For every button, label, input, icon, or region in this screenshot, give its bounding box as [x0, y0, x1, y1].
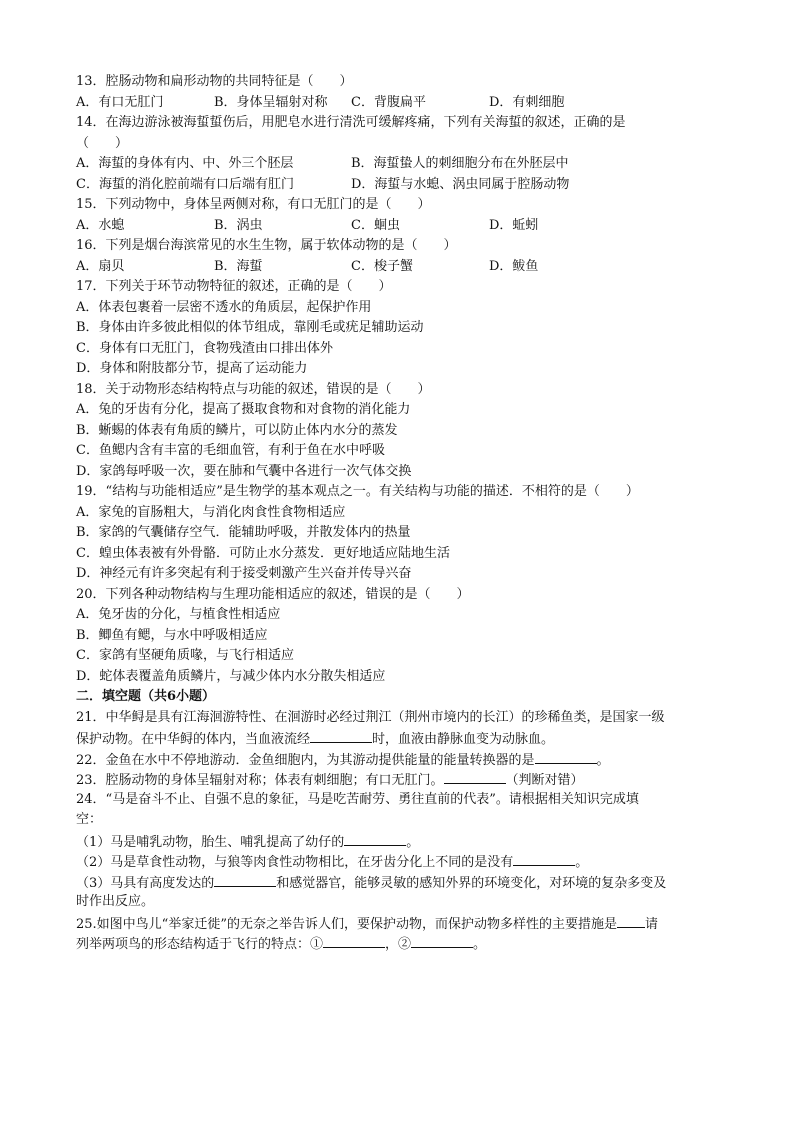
question-14-stem-cont: （ ） — [76, 135, 129, 151]
question-21-text-b: 时，血液由静脉血变为动脉血。 — [372, 732, 555, 747]
option-d: D．神经元有许多突起有利于接受刺激产生兴奋并传导兴奋 — [76, 566, 412, 581]
option-c: C．背腹扁平 — [351, 94, 426, 110]
question-25-text: 25.如图中鸟儿“举家迁徙”的无奈之举告诉人们，要保护动物，而保护动物多样性的主要措施是 — [76, 916, 617, 932]
option-d: D．身体和附肢都分节，提高了运动能力 — [76, 361, 308, 376]
sub-3-text-cont: 和感觉器官，能够灵敏的感知外界的环境变化，对环境的复杂多变及 — [276, 875, 667, 891]
option-b: B．鲫鱼有鳃，与水中呼吸相适应 — [76, 627, 268, 643]
question-24-stem-cont: 空： — [76, 812, 103, 827]
answer-blank[interactable] — [513, 851, 575, 866]
option-b: B．海蜇蛰人的刺细胞分布在外胚层中 — [351, 156, 569, 171]
option-a: A．兔牙齿的分化，与植食性相适应 — [76, 607, 281, 622]
option-a: A．水螅 — [76, 217, 125, 233]
question-25-stem-cont — [76, 933, 726, 954]
question-24-sub-3-cont: 时作出反应。 — [76, 894, 155, 909]
option-d: D．有刺细胞 — [489, 94, 565, 110]
option-b: B．蜥蜴的体表有角质的鳞片，可以防止体内水分的蒸发 — [76, 422, 398, 438]
sub-3-text: （3）马具有高度发达的 — [76, 875, 215, 891]
question-25-stem — [76, 913, 726, 934]
sub-1-end: 。 — [406, 834, 420, 850]
option-d: D．蚯蚓 — [489, 217, 539, 233]
question-list — [76, 72, 726, 954]
question-18-stem: 18．关于动物形态结构特点与功能的叙述，错误的是（ ） — [76, 381, 431, 397]
question-23-text: 23．腔肠动物的身体呈辐射对称；体表有刺细胞；有口无肛门。 — [76, 773, 444, 788]
answer-blank[interactable] — [214, 872, 276, 887]
option-c: C．鱼鳃内含有丰富的毛细血管，有利于鱼在水中呼吸 — [76, 443, 385, 458]
question-24-sub-2 — [76, 851, 726, 872]
sub-2-end: 。 — [575, 855, 589, 870]
option-a: A．海蜇的身体有内、中、外三个胚层 — [76, 156, 294, 171]
sub-1-text: （1）马是哺乳动物，胎生、哺乳提高了幼仔的 — [76, 834, 345, 850]
question-24-stem: 24．“马是奋斗不止、自强不息的象征，马是吃苦耐劳、勇往直前的代表”。请根据相关知识完成填 — [76, 791, 639, 807]
question-24-sub-1 — [76, 831, 726, 852]
question-25-text-b: 请 — [644, 916, 658, 932]
answer-blank[interactable] — [617, 913, 645, 928]
answer-blank-2[interactable] — [411, 933, 473, 948]
question-25-end: 。 — [473, 937, 487, 952]
option-d: D．蛇体表覆盖角质鳞片，与减少体内水分散失相适应 — [76, 668, 386, 684]
question-15-options — [76, 216, 726, 237]
question-21-stem: 21．中华鲟是具有江海洄游特性、在洄游时必经过荆江（荆州市境内的长江）的珍稀鱼类，是国家一级 — [76, 709, 665, 725]
option-c: C．蝗虫体表被有外骨骼．可防止水分蒸发．更好地适应陆地生活 — [76, 545, 450, 561]
option-b: B．涡虫 — [214, 217, 263, 233]
question-21-text-a: 保护动物。在中华鲟的体内，当血液流经 — [76, 732, 311, 747]
option-a: A．扇贝 — [76, 258, 125, 274]
question-25-text-d: ，② — [385, 937, 412, 952]
option-b: B．身体呈辐射对称 — [214, 94, 328, 110]
answer-blank[interactable] — [344, 831, 406, 846]
question-15-stem: 15．下列动物中，身体呈两侧对称，有口无肛门的是（ ） — [76, 197, 431, 212]
question-24-sub-3 — [76, 872, 726, 893]
option-d: D．海蜇与水螅、涡虫同属于腔肠动物 — [351, 176, 570, 192]
option-c: C．梭子蟹 — [351, 258, 413, 274]
question-22-end: 。 — [596, 752, 610, 768]
question-16-options — [76, 257, 726, 278]
option-b: B．海蜇 — [214, 258, 263, 274]
question-20-stem: 20．下列各种动物结构与生理功能相适应的叙述，错误的是（ ） — [76, 586, 470, 602]
option-c: C．蛔虫 — [351, 217, 400, 233]
question-23 — [76, 769, 726, 790]
answer-blank[interactable] — [535, 749, 597, 764]
question-25-text-c: 列举两项鸟的形态结构适于飞行的特点：① — [76, 937, 324, 952]
question-21-stem-cont — [76, 728, 726, 749]
question-22 — [76, 749, 726, 770]
option-a: A．兔的牙齿有分化，提高了摄取食物和对食物的消化能力 — [76, 402, 411, 417]
option-a: A．体表包裹着一层密不透水的角质层，起保护作用 — [76, 299, 372, 315]
question-13-options — [76, 93, 726, 114]
option-a: A．有口无肛门 — [76, 94, 164, 110]
question-23-end: （判断对错） — [505, 773, 584, 788]
option-d: D．家鸽每呼吸一次，要在肺和气囊中各进行一次气体交换 — [76, 463, 412, 479]
question-22-text: 22．金鱼在水中不停地游动．金鱼细胞内，为其游动提供能量的能量转换器的是 — [76, 752, 535, 768]
answer-blank[interactable] — [444, 769, 506, 784]
question-14-options-ab — [76, 154, 726, 175]
option-c: C．家鸽有坚硬角质喙，与飞行相适应 — [76, 648, 294, 663]
answer-blank-1[interactable] — [323, 933, 385, 948]
option-b: B．家鸽的气囊储存空气．能辅助呼吸，并散发体内的热量 — [76, 525, 411, 540]
question-13-stem: 13．腔肠动物和扁形动物的共同特征是（ ） — [76, 74, 353, 89]
question-14-stem: 14．在海边游泳被海蜇蜇伤后，用肥皂水进行清洗可缓解疼痛，下列有关海蜇的叙述，正确的是 — [76, 115, 626, 130]
sub-2-text: （2）马是草食性动物，与狼等肉食性动物相比，在牙齿分化上不同的是没有 — [76, 855, 514, 870]
answer-blank[interactable] — [310, 728, 372, 743]
section-heading: 二．填空题（共6小题） — [76, 689, 216, 704]
option-c: C．海蜇的消化腔前端有口后端有肛门 — [76, 176, 294, 192]
option-b: B．身体由许多彼此相似的体节组成，靠刚毛或疣足辅助运动 — [76, 320, 424, 335]
question-14-options-cd — [76, 175, 726, 196]
question-16-stem: 16．下列是烟台海滨常见的水生生物，属于软体动物的是（ ） — [76, 238, 457, 253]
option-c: C．身体有口无肛门，食物残渣由口排出体外 — [76, 340, 333, 356]
option-a: A．家兔的盲肠粗大，与消化肉食性食物相适应 — [76, 504, 346, 520]
question-17-stem: 17．下列关于环节动物特征的叙述，正确的是（ ） — [76, 279, 392, 294]
option-d: D．鲅鱼 — [489, 258, 539, 274]
question-19-stem: 19．“结构与功能相适应”是生物学的基本观点之一。有关结构与功能的描述．不相符的是（ ） — [76, 484, 639, 499]
